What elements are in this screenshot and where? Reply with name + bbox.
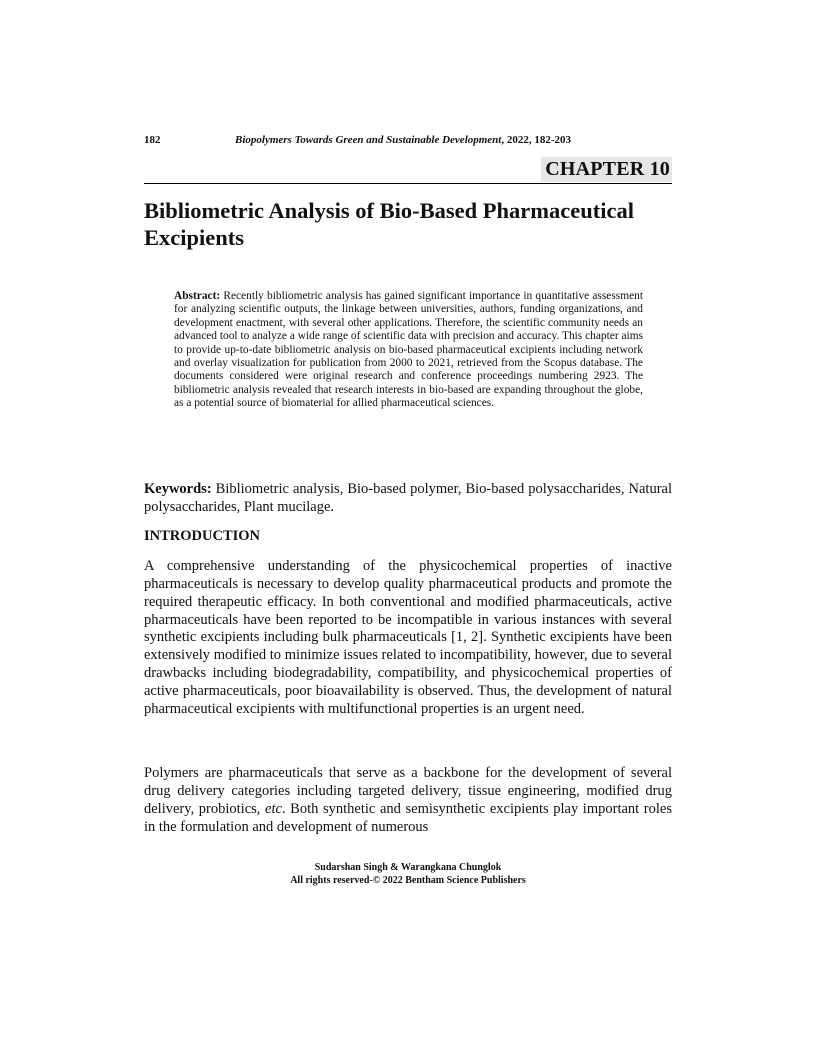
introduction-heading: INTRODUCTION: [144, 528, 261, 544]
paragraph-2-text-end: . Both synthetic and semisynthetic excipients play important roles in the formulation and development of numerous: [144, 800, 672, 835]
page-footer: [144, 862, 672, 887]
journal-meta: , 2022, 182-203: [501, 134, 572, 146]
introduction-paragraph-2: [144, 765, 672, 836]
footer-authors: Sudarshan Singh & Warangkana Chunglok: [314, 862, 502, 873]
footer-copyright: All rights reserved-© 2022 Bentham Science Publishers: [290, 874, 526, 886]
keywords: [144, 480, 672, 516]
keywords-text: Bibliometric analysis, Bio-based polymer, Bio-based polysaccharides, Natural polysaccharides, Plant mucilage.: [144, 481, 672, 515]
journal-title: Biopolymers Towards Green and Sustainable Development: [235, 134, 502, 146]
paragraph-2-etc: etc: [265, 800, 282, 817]
abstract-text: Recently bibliometric analysis has gained significant importance in quantitative assessment for analyzing scientific outputs, the linkage between universities, authors, funding organizations, and development enactment, with several other applications. Therefore, the scientific community needs an advanced tool to analyze a wide range of scientific data with precision and accuracy. This chapter aims to provide up-to-date bibliometric analysis on bio-based pharmaceutical excipients including network and overlay visualization for publication from 2000 to 2021, retrieved from the Scopus database. The documents considered were original research and conference proceedings numbering 2923. The bibliometric analysis revealed that research interests in bio-based are expanding throughout the globe, as a potential source of biomaterial for allied pharmaceutical sciences.: [174, 290, 643, 410]
keywords-label: Keywords:: [144, 481, 212, 497]
abstract: [174, 290, 643, 411]
journal-citation: [235, 133, 571, 147]
paragraph-2-text-start: Polymers are pharmaceuticals that serve as a backbone for the development of several drug delivery categories including targeted delivery, tissue engineering, modified drug delivery, probiotics,: [144, 765, 672, 817]
introduction-paragraph-1: A comprehensive understanding of the physicochemical properties of inactive pharmaceuticals is necessary to develop quality pharmaceutical products and promote the required therapeutic efficacy. In both conventional and modified pharmaceuticals, active pharmaceuticals have been reported to be incompatible in various instances with several synthetic excipients including bulk pharmaceuticals [1, 2]. Synthetic excipients have been extensively modified to minimize issues related to incompatibility, however, due to several drawbacks including biodegradability, compatibility, and physicochemical properties of active pharmaceuticals, poor bioavailability is observed. Thus, the development of natural pharmaceutical excipients with multifunctional properties is an urgent need.: [144, 558, 672, 717]
page-number: 182: [144, 134, 161, 146]
chapter-banner: [144, 157, 672, 184]
chapter-label: CHAPTER 10: [541, 157, 672, 182]
abstract-label: Abstract:: [174, 290, 221, 302]
chapter-title: Bibliometric Analysis of Bio-Based Pharmaceutical Excipients: [144, 198, 634, 250]
